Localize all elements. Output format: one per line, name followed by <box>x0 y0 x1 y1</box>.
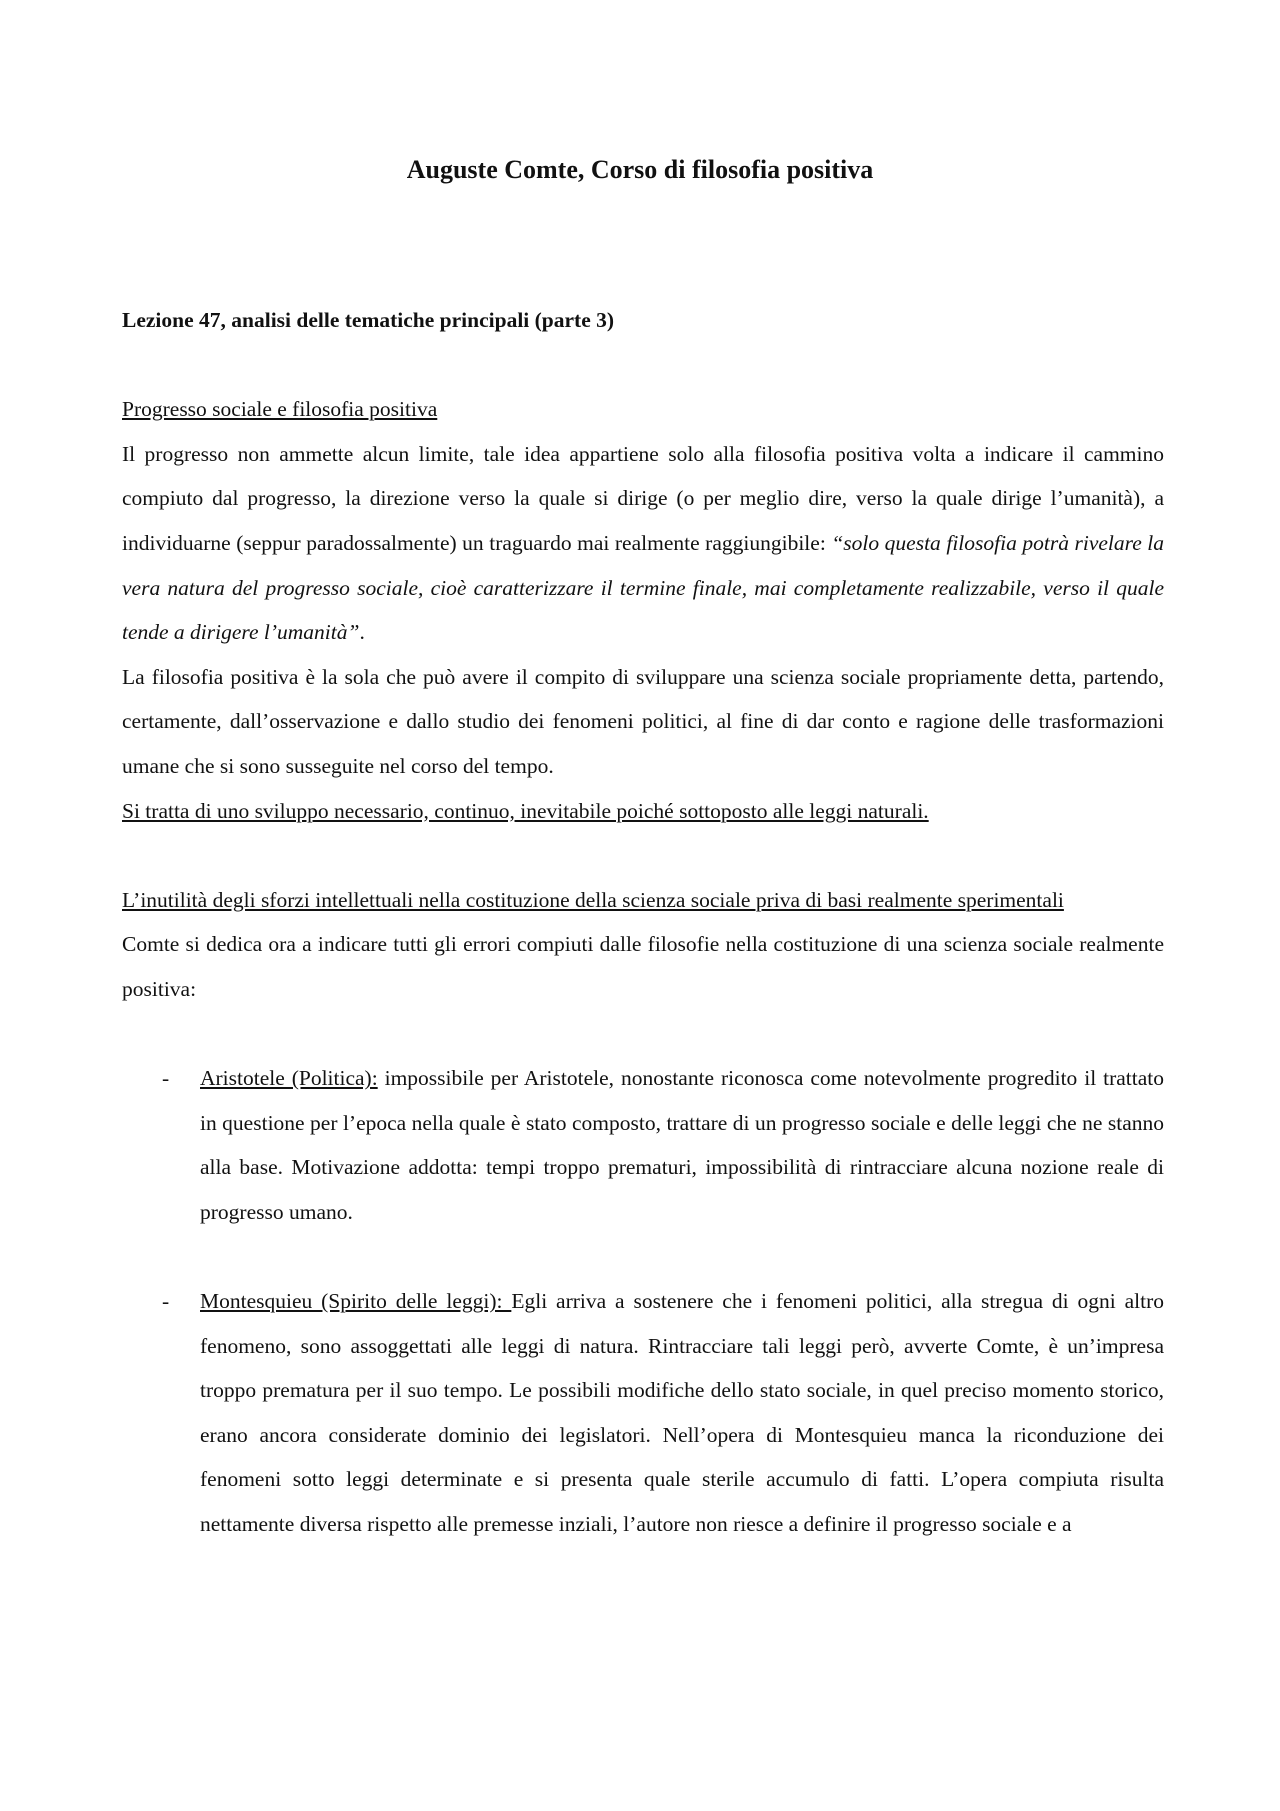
underlined-sentence: Si tratta di uno sviluppo necessario, continuo, inevitabile poiché sottoposto alle leggi naturali. <box>122 798 929 823</box>
item-text: impossibile per Aristotele, nonostante riconosca come notevolmente progredito il trattato in questione per l’epoca nella quale è stato composto, trattare di un progresso sociale e delle leggi che ne stanno alla base. Motivazione addotta: tempi troppo prematuri, impossibilità di rintracciare alcuna nozione reale di progresso umano. <box>200 1066 1164 1224</box>
document-title: Auguste Comte, Corso di filosofia positiva <box>406 155 874 184</box>
item-label: Montesquieu (Spirito delle leggi): <box>200 1289 512 1314</box>
comte-quote: “solo questa filosofia potrà rivelare la vera natura del progresso sociale, cioè caratterizzare il termine finale, mai completamente realizzabile, verso il quale tende a dirigere l’umanità” <box>122 530 1165 645</box>
item-label: Aristotele (Politica): <box>200 1066 378 1091</box>
lesson-heading: Lezione 47, analisi delle tematiche principali (parte 3) <box>122 308 615 332</box>
paragraph-progresso <box>122 432 1164 655</box>
section-progresso-sociale <box>122 387 1164 833</box>
spacer <box>122 833 1164 878</box>
item-text: Egli arriva a sostenere che i fenomeni politici, alla stregua di ogni altro fenomeno, sono assoggettati alle leggi di natura. Rintracciare tali leggi però, avverte Comte, è un’impresa troppo prematura per il suo tempo. Le possibili modifiche dello stato sociale, in quel preciso momento storico, erano ancora considerate dominio dei legislatori. Nell’opera di Montesquieu manca la riconduzione dei fenomeni sotto leggi determinate e si presenta quale sterile accumulo di fatti. L’opera compiuta risulta nettamente diversa rispetto alle premesse inziali, l’autore non riesce a definire il progresso sociale e a <box>200 1289 1164 1537</box>
document-body <box>122 298 1164 1547</box>
spacer <box>122 1234 1164 1279</box>
section-title-progresso: Progresso sociale e filosofia positiva <box>122 397 438 422</box>
list-item-aristotele <box>122 1056 1164 1234</box>
dash-bullet: - <box>162 1066 170 1091</box>
paragraph-intro-errori: Comte si dedica ora a indicare tutti gli errori compiuti dalle filosofie nella costituzione di una scienza sociale realmente positiva: <box>122 932 1164 1001</box>
paragraph-text: La filosofia positiva è la sola che può avere il compito di sviluppare una scienza sociale propriamente detta, partendo, certamente, dall’osservazione e dallo studio dei fenomeni politici, al fine di dar conto e ragione delle trasformazioni umane che si sono susseguite nel corso del tempo. <box>122 664 1164 778</box>
spacer <box>122 1012 1164 1057</box>
section-inutilita <box>122 878 1164 1547</box>
paragraph-filosofia-positiva <box>122 655 1164 833</box>
spacer <box>122 343 1164 388</box>
list-item-montesquieu <box>122 1279 1164 1547</box>
section-title-inutilita: L’inutilità degli sforzi intellettuali nella costituzione della scienza sociale priva di basi realmente sperimentali <box>122 887 1064 912</box>
philosophers-list <box>122 1056 1164 1547</box>
dash-bullet: - <box>162 1289 170 1314</box>
paragraph-text: . <box>359 620 365 645</box>
paragraph-text: Il progresso non ammette alcun limite, tale idea appartiene solo alla filosofia positiva volta a indicare il cammino compiuto dal progresso, la direzione verso la quale si dirige (o per meglio dire, verso la quale dirige l’umanità), a individuarne (seppur paradossalmente) un traguardo mai realmente raggiungibile: <box>122 441 1164 555</box>
